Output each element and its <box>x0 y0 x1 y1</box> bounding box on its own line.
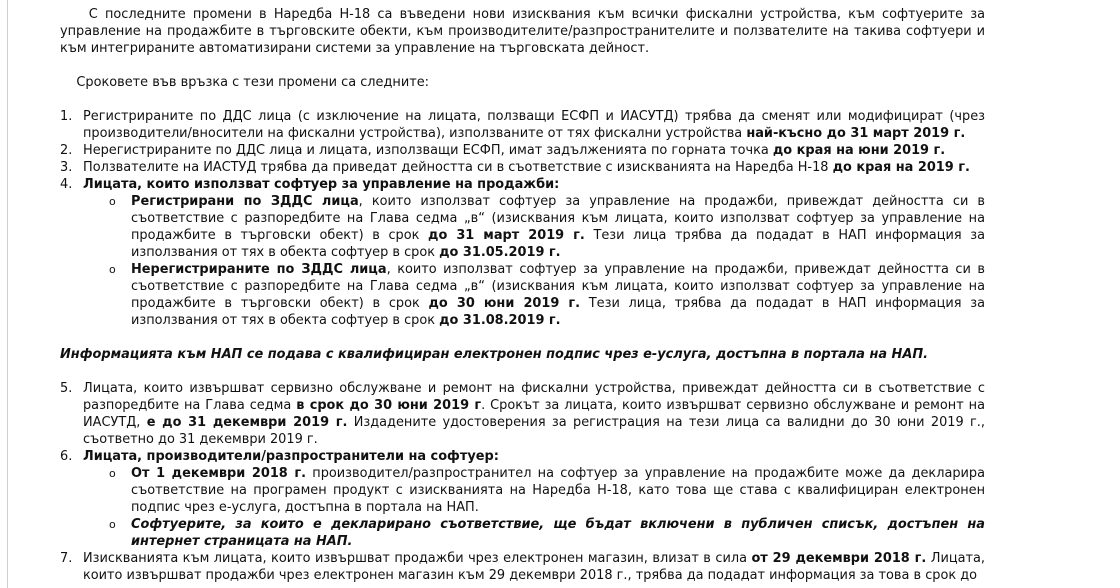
item-text: Регистрираните по ДДС лица (с изключение на лицата, ползващи ЕСФП и ИАСУТД) трябва да сменят или модифицират (чрез производители/вносители на фискални устройства), използваните от тях фискални устройства <box>83 109 985 141</box>
item-number: 1. <box>60 109 73 124</box>
list-item <box>60 448 985 550</box>
deadlines-intro <box>60 74 985 91</box>
sub-item-deadline: до 30 юни 2019 г. <box>428 296 581 311</box>
item-number: 6. <box>60 449 73 464</box>
item-deadline: най-късно до 31 март 2019 г. <box>746 126 966 141</box>
nap-note-text: Информацията към НАП се подава с квалифициран електронен подпис чрез е-услуга, достъпна в портала на НАП. <box>60 347 929 362</box>
sub-list-item <box>109 261 986 329</box>
list-item <box>60 550 986 584</box>
sub-item-text: Тези лица трябва да подадат в НАП информация за използвания от тях в обекта софтуер в срок <box>131 228 985 260</box>
sub-item-text: , които използват софтуер за управление на продажби, привеждат дейността си в съответствие с разпоредбите на Глава седма „в“ (изисквания към лицата, които използват софтуер за управление на продажбите в търговски обект) в срок <box>131 194 985 243</box>
sub-item-text: , които използват софтуер за управление на продажби, привеждат дейността си в съответствие с разпоредбите на Глава седма „в“ (изисквания към лицата, които използват софтуер за управление на продажбите в търговски обект) в срок <box>131 262 985 311</box>
sub-item-deadline: до 31 март 2019 г. <box>428 228 585 243</box>
sub-list-item <box>109 193 985 261</box>
sub-list <box>83 193 985 329</box>
intro-text: С последните промени в Наредба Н-18 са въведени нови изисквания към всички фискални устройства, към софтуерите за управление на продажбите в търговските обекти, към производителите/разпространителите и ползвателите на такива софтуери и към интегрираните автоматизирани системи за управление на търговската дейност. <box>60 7 985 56</box>
item-text: Ползвателите на ИАСТУД трябва да приведат дейността си в съответствие с изискванията на Наредба Н-18 <box>83 160 833 175</box>
circle-bullet-icon: o <box>109 195 116 208</box>
item-number: 5. <box>60 381 73 396</box>
item-number: 2. <box>60 143 73 158</box>
item-deadline: до края на 2019 г. <box>832 160 970 175</box>
item-heading: Лицата, производители/разпространители на софтуер: <box>83 449 499 464</box>
item-heading: Лицата, които използват софтуер за управление на продажби: <box>83 177 560 192</box>
left-frame-border <box>7 0 8 588</box>
item-number: 7. <box>60 551 73 566</box>
intro-paragraph <box>60 6 985 57</box>
item-text: Лицата, които извършват продажби чрез електронен магазин към 29 декември 2018 г., трябва да подадат информация за това в срок до <box>83 551 986 583</box>
item-deadline: до края на юни 2019 г. <box>772 143 946 158</box>
deadline-list <box>60 108 985 329</box>
item-text: Нерегистрираните по ДДС лица и лицата, използващи ЕСФП, имат задълженията по горната точка <box>83 143 773 158</box>
item-text: Издадените удостоверения за регистрация на тези лица са валидни до 30 юни 2019 г., съответно до 31 декември 2019 г. <box>83 415 985 447</box>
sub-item-text: Софтуерите, за които е декларирано съответствие, ще бъдат включени в публичен списък, достъпен на интернет страницата на НАП. <box>131 517 985 549</box>
item-deadline: е до 31 декември 2019 г. <box>146 415 348 430</box>
sub-item-deadline: до 31.08.2019 г. <box>439 313 561 328</box>
item-deadline: от 29 декември 2018 г. <box>751 551 927 566</box>
item-number: 3. <box>60 160 73 175</box>
circle-bullet-icon: o <box>109 263 116 276</box>
list-item <box>60 108 985 142</box>
sub-item-lead: Регистрирани по ЗДДС лица <box>131 194 359 209</box>
nap-note <box>60 346 985 363</box>
sub-item-deadline: до 31.05.2019 г. <box>439 245 561 260</box>
sub-item-text: Тези лица, трябва да подадат в НАП информация за използвания от тях в обекта софтуер в срок <box>131 296 986 328</box>
list-item <box>60 380 985 448</box>
list-item <box>60 176 986 329</box>
sub-list-item <box>109 465 985 516</box>
deadline-list-continued <box>60 380 985 584</box>
deadlines-intro-text: Сроковете във връзка с тези промени са следните: <box>76 75 429 90</box>
sub-list <box>83 465 985 550</box>
list-item <box>60 142 985 159</box>
list-item <box>60 159 985 176</box>
circle-bullet-icon: o <box>109 467 116 480</box>
sub-item-lead: От 1 декември 2018 г. <box>131 466 307 481</box>
sub-item-lead: Нерегистрираните по ЗДДС лица <box>131 262 387 277</box>
circle-bullet-icon: o <box>109 518 116 531</box>
sub-item-text: производител/разпространител на софтуер за управление на продажбите може да декларира съответствие на програмен продукт с изискванията на Наредба Н-18, като това ще става с квалифициран електронен подпис чрез е-услуга, достъпна в портала на НАП. <box>131 466 985 515</box>
sub-list-item <box>109 516 985 550</box>
item-text: Лицата, които извършват сервизно обслужване и ремонт на фискални устройства, привеждат дейността си в съответствие с разпоредбите на Глава седма <box>83 381 985 413</box>
item-text: . Срокът за лицата, които извършват сервизно обслужване и ремонт на ИАСУТД, <box>83 398 985 430</box>
item-number: 4. <box>60 177 73 192</box>
item-text: Изискванията към лицата, които извършват продажби чрез електронен магазин, влизат в сила <box>83 551 752 566</box>
article-body <box>60 6 985 584</box>
item-deadline: в срок до 30 юни 2019 г <box>296 398 482 413</box>
